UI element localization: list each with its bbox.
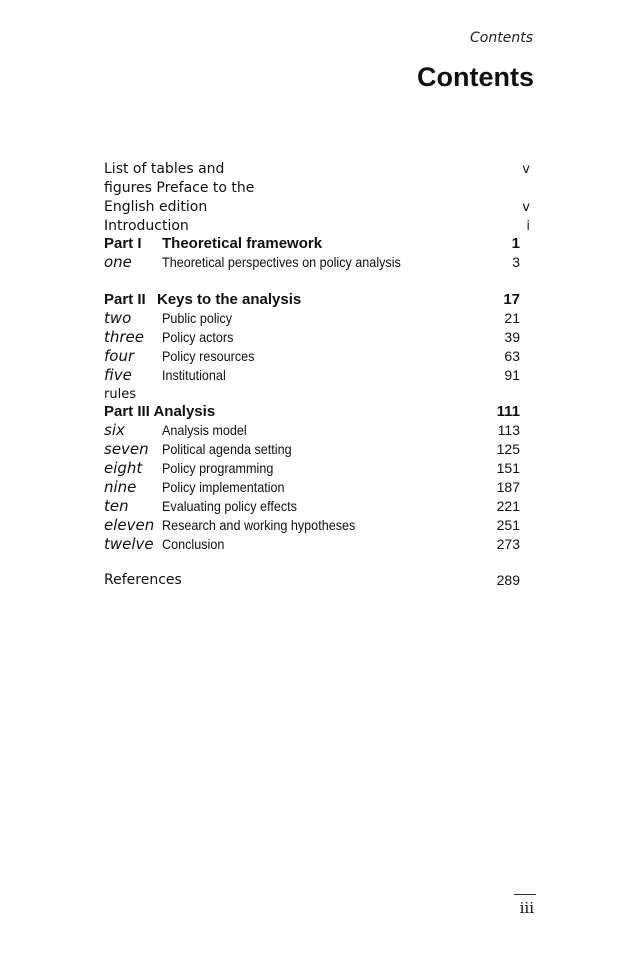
chapter-title: Institutional	[162, 367, 226, 383]
page-number: iii	[519, 899, 534, 917]
chapter-page: 63	[504, 348, 520, 364]
chapter-page: 125	[496, 441, 520, 457]
toc-chapter-ten[interactable]	[104, 497, 520, 516]
chapter-label: two	[104, 309, 132, 327]
toc-chapter-nine[interactable]	[104, 478, 520, 497]
part-label: Part III Analysis	[104, 403, 216, 420]
part-page: 111	[496, 403, 520, 420]
toc-chapter-three[interactable]	[104, 328, 520, 347]
front-matter-text: Introduction	[104, 218, 189, 234]
chapter-page: 39	[504, 329, 520, 345]
chapter-page: 221	[496, 498, 520, 514]
chapter-label: three	[104, 328, 145, 346]
front-matter-page: i	[526, 219, 530, 234]
part-page: 17	[503, 291, 520, 308]
chapter-label: one	[104, 253, 132, 271]
chapter-page: 21	[504, 310, 520, 326]
chapter-title: Policy implementation	[162, 479, 285, 495]
toc-chapter-eleven[interactable]	[104, 516, 520, 535]
references-label: References	[104, 572, 182, 588]
toc-part-3[interactable]	[104, 402, 520, 421]
toc-chapter-two[interactable]	[104, 309, 520, 328]
front-matter-text: List of tables and	[104, 161, 225, 177]
toc-chapter-four[interactable]	[104, 347, 520, 366]
chapter-page: 251	[496, 517, 520, 533]
chapter-page: 91	[504, 367, 520, 383]
chapter-title: Political agenda setting	[162, 441, 292, 457]
chapter-title: Policy programming	[162, 460, 274, 476]
chapter-page: 151	[496, 460, 520, 476]
chapter-title: Public policy	[162, 310, 233, 326]
chapter-page: 113	[497, 422, 520, 438]
toc-chapter-one[interactable]	[104, 253, 520, 272]
front-matter-line[interactable]	[104, 160, 534, 179]
chapter-title: Policy actors	[162, 329, 234, 345]
toc-chapter-seven[interactable]	[104, 440, 520, 459]
part-page: 1	[511, 235, 520, 252]
chapter-title: Conclusion	[162, 536, 225, 552]
part-title: Theoretical framework	[162, 235, 323, 252]
front-matter-text: English edition	[104, 199, 208, 215]
chapter-label: seven	[104, 440, 149, 458]
chapter-continuation: rules	[104, 387, 136, 402]
chapter-title: Analysis model	[162, 422, 247, 438]
chapter-label: twelve	[104, 535, 154, 553]
front-matter-page: v	[522, 162, 530, 177]
front-matter-page: v	[522, 200, 530, 215]
toc-chapter-twelve[interactable]	[104, 535, 520, 554]
chapter-label: eight	[104, 459, 143, 477]
toc-chapter-eight[interactable]	[104, 459, 520, 478]
toc-part-2[interactable]	[104, 290, 520, 309]
part-label: Part II	[104, 291, 146, 308]
chapter-title: Evaluating policy effects	[162, 498, 297, 514]
front-matter-line[interactable]	[104, 179, 534, 198]
chapter-page: 187	[496, 479, 520, 495]
part-label: Part I	[104, 235, 142, 252]
chapter-label: eleven	[104, 516, 155, 534]
folio-rule	[514, 894, 536, 895]
front-matter-text: figures Preface to the	[104, 180, 255, 196]
chapter-label: four	[104, 347, 135, 365]
references-page: 289	[496, 572, 520, 588]
chapter-page: 3	[512, 254, 520, 270]
toc-chapter-five[interactable]	[104, 366, 520, 385]
chapter-title: Research and working hypotheses	[162, 517, 356, 533]
chapter-title: Policy resources	[162, 348, 255, 364]
chapter-label: nine	[104, 478, 137, 496]
chapter-label: six	[104, 421, 125, 439]
toc-part-1[interactable]	[104, 234, 520, 253]
front-matter	[104, 160, 534, 234]
running-head: Contents	[470, 30, 533, 46]
toc-chapter-six[interactable]	[104, 421, 520, 440]
chapter-page: 273	[496, 536, 520, 552]
chapter-label: ten	[104, 497, 129, 515]
page-title: Contents	[417, 62, 534, 92]
toc-references[interactable]	[104, 571, 520, 590]
chapter-label: five	[104, 366, 132, 384]
chapter-title: Theoretical perspectives on policy analysis	[162, 254, 401, 270]
part-title: Keys to the analysis	[157, 291, 302, 308]
front-matter-line[interactable]	[104, 198, 534, 217]
